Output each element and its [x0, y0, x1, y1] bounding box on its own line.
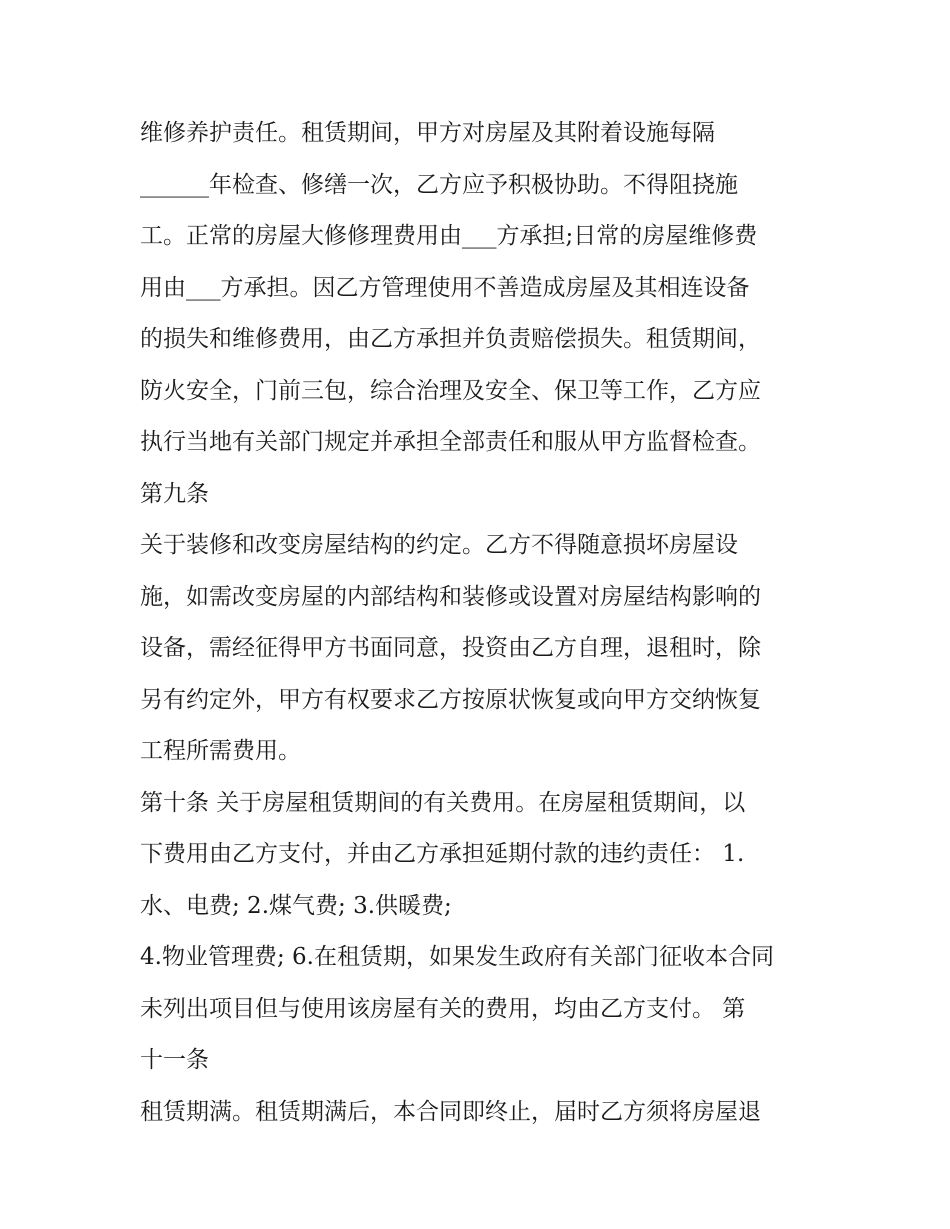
text-line: 防火安全，门前三包，综合治理及安全、保卫等工作，乙方应	[140, 377, 761, 404]
text-line: 的损失和维修费用，由乙方承担并负责赔偿损失。租赁期间，	[140, 326, 761, 352]
article-heading-9: 第九条	[140, 480, 209, 507]
text-line: 工程所需费用。	[140, 738, 301, 764]
text-line: 工。正常的房屋大修修理费用由___方承担;日常的房屋维修费	[140, 223, 758, 249]
text-line: 执行当地有关部门规定并承担全部责任和服从甲方监督检查。	[140, 429, 761, 455]
text-line: 另有约定外，甲方有权要求乙方按原状恢复或向甲方交纳恢复	[140, 686, 761, 713]
text-line: 维修养护责任。租赁期间，甲方对房屋及其附着设施每隔	[140, 120, 715, 146]
text-line: 租赁期满。租赁期满后，本合同即终止，届时乙方须将房屋退	[140, 1098, 761, 1125]
text-line: 设备，需经征得甲方书面同意，投资由乙方自理，退租时，除	[140, 635, 761, 661]
text-line: ______年检查、修缮一次，乙方应予积极协助。不得阻挠施	[140, 171, 738, 198]
text-line: 关于装修和改变房屋结构的约定。乙方不得随意损坏房屋设	[140, 532, 738, 558]
text-line: 水、电费; 2.煤气费; 3.供暖费;	[140, 892, 452, 919]
text-line: 下费用由乙方支付，并由乙方承担延期付款的违约责任： 1.	[140, 841, 745, 867]
article-heading-11: 十一条	[140, 1047, 209, 1073]
text-line: 用由___方承担。因乙方管理使用不善造成房屋及其相连设备	[140, 274, 750, 301]
text-line: 4.物业管理费; 6.在租赁期，如果发生政府有关部门征收本合同	[140, 944, 774, 970]
document-body	[140, 108, 820, 1138]
text-line: 未列出项目但与使用该房屋有关的费用，均由乙方支付。 第	[140, 995, 746, 1022]
text-line: 施，如需改变房屋的内部结构和装修或设置对房屋结构影响的	[140, 583, 761, 610]
article-heading-10: 第十条 关于房屋租赁期间的有关费用。在房屋租赁期间，以	[140, 789, 746, 816]
